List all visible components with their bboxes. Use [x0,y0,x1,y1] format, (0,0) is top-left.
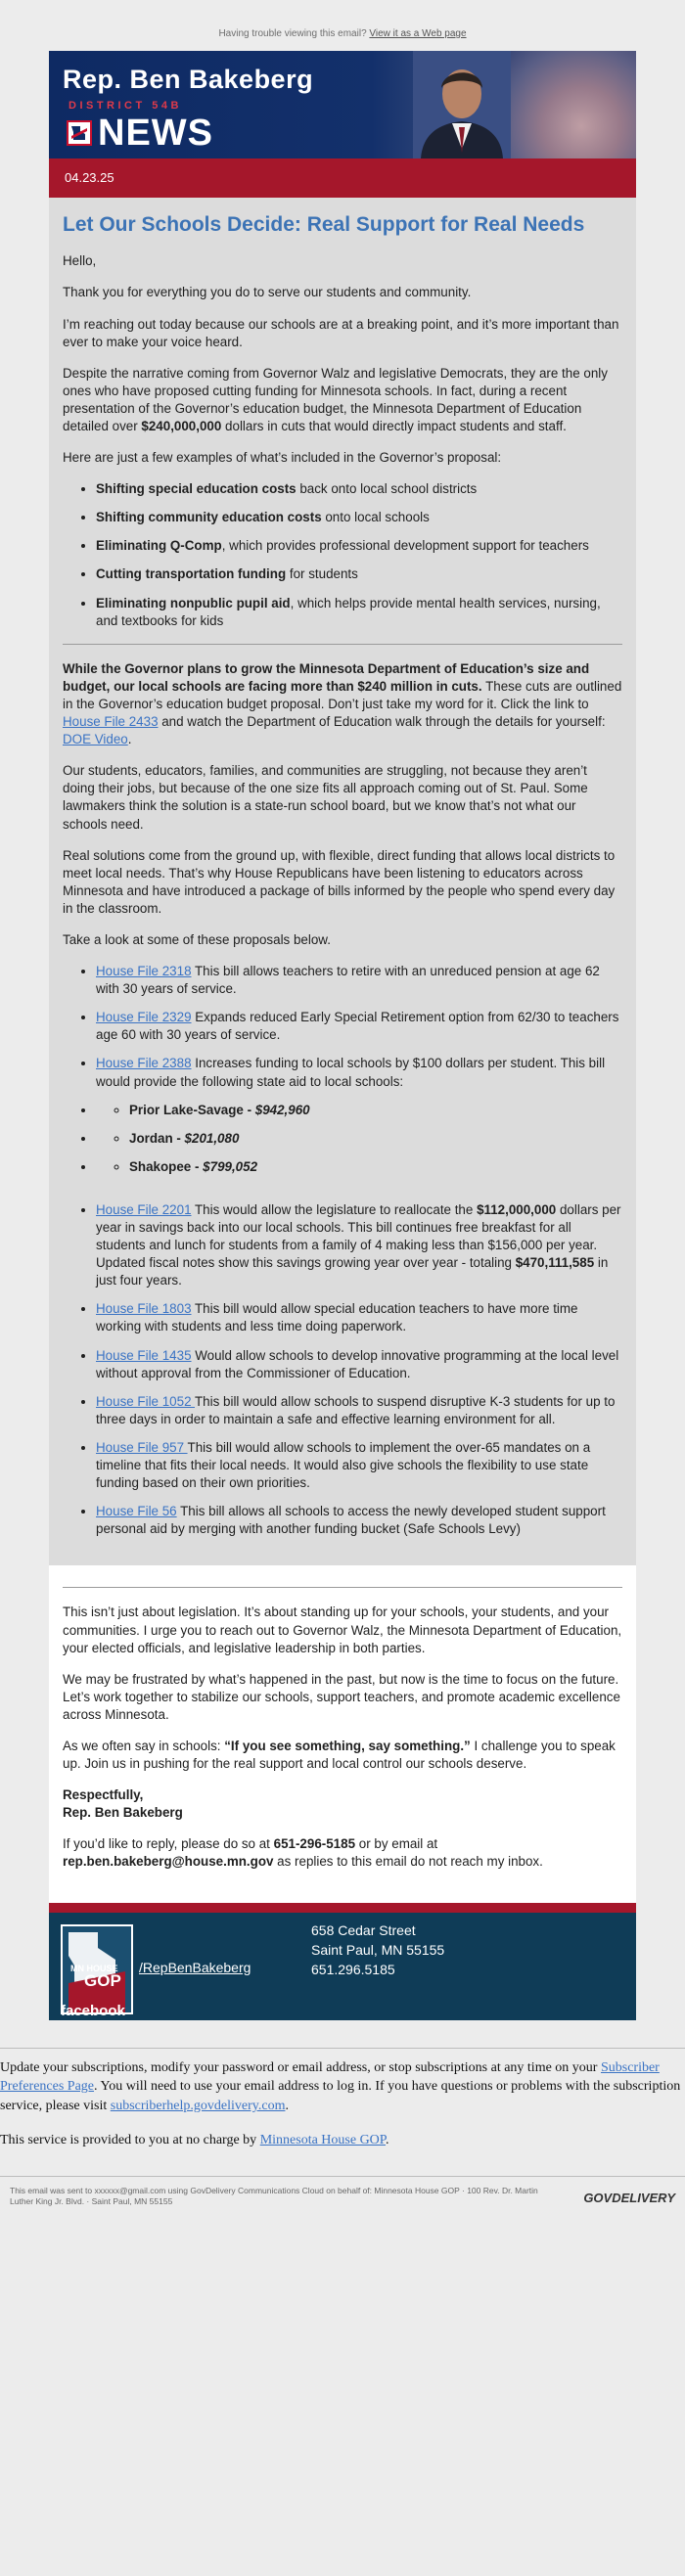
minnesota-house-logo-icon [67,120,92,146]
list-item [96,509,622,526]
aid-sublist [96,1158,622,1176]
subscriber-preferences-link[interactable]: Subscriber Preferences Page [0,2059,660,2095]
aid-sublist [96,1102,622,1119]
fine-print: This email was sent to xxxxxx@gmail.com using GovDelivery Communications Cloud on behalf of: Minnesota House GOP · 100 Rev. Dr. Martin Luther King Jr. Blvd. · Saint Paul, MN 55155 [10,2185,538,2206]
list-item-text: back onto local school districts [296,481,478,497]
bill-description: This bill would allow schools to implement the over-65 mandates on a timeline that fits their local needs. It would also give schools the flexibility to use state funding based on their own priorities. [96,1439,591,1491]
bill-item [96,1055,622,1090]
aid-bullet [96,1130,622,1148]
text-run: dollars in cuts that would directly impact students and staff. [221,419,567,433]
governor-bold-text: While the Governor plans to grow the Minnesota Department of Education’s size and budget, our local schools are facing more than $240 million in cuts. [63,660,590,694]
subscription-paragraph [0,2058,685,2116]
bill-description: This bill allows teachers to retire with an unreduced pension at age 62 with 30 years of service. [96,964,600,997]
text-run: This would allow the legislature to reallocate the [191,1201,478,1217]
fine-print-bar [0,2177,685,2207]
reply-paragraph [63,1835,622,1871]
text-run: as replies to this email do not reach my inbox. [273,1854,543,1870]
aid-bullet [96,1102,622,1119]
bill-description: Increases funding to local schools by $100 dollars per student. This bill would provide the following state aid to local schools: [96,1056,606,1089]
bill-item [96,1009,622,1044]
intro-paragraph-1: Thank you for everything you do to serve our students and community. [63,285,472,300]
text-run: and watch the Department of Education walk through the details for yourself: [158,714,606,730]
closing-paragraph-2: We may be frustrated by what’s happened in the past, but now is the time to focus on the future. Let’s work together to stabilize our schools, support teachers, and promote academic excellence across Minnesota. [63,1671,620,1722]
bill-description: This bill would allow special education teachers to have more time working with students and less time doing paperwork. [96,1301,578,1334]
gop-logo-top: MN HOUSE [70,1963,118,1973]
text-run: I challenge you to speak up. Join us in pushing for the real support and local control our schools deserve. [63,1738,616,1772]
divider [63,644,622,645]
list-item-text: onto local schools [321,510,430,525]
house-file-1052-link[interactable]: House File 1052 [96,1393,195,1409]
budget-cuts-list [63,480,622,630]
text-run: . [386,2133,389,2148]
list-item [96,565,622,583]
bill-item [96,1503,622,1538]
governor-paragraph [63,660,622,748]
web-view-link[interactable]: View it as a Web page [369,28,467,39]
signature [63,1786,622,1822]
representative-name: Rep. Ben Bakeberg [63,65,314,94]
email-card [49,51,636,2020]
bill-item [96,1201,622,1289]
list-item-bold: Eliminating Q-Comp [96,538,222,554]
aid-item [129,1130,622,1148]
gop-logo-text: GOP [84,1970,121,1990]
proposals-intro: Take a look at some of these proposals below. [63,931,331,947]
address-line-1: 658 Cedar Street [311,1921,416,1938]
slogan: “If you see something, say something.” [224,1738,471,1753]
address-phone: 651.296.5185 [311,1962,395,1978]
list-item-text: , which helps provide mental health services, nursing, and textbooks for kids [96,595,601,628]
district-label: DISTRICT 54B [68,100,182,112]
closing-section [49,1565,636,1902]
aid-amount: $942,960 [254,1102,310,1117]
bill-item [96,1347,622,1382]
divider [63,1587,622,1588]
subscription-section [0,2048,685,2177]
intro-paragraph-3 [63,365,622,435]
list-item [96,537,622,555]
bill-description: Would allow schools to develop innovative programming at the local level without approval from the Commissioner of Education. [96,1347,619,1380]
text-run: Update your subscriptions, modify your password or email address, or stop subscriptions at any time on your [0,2059,601,2075]
capitol-dome-image [499,51,636,158]
service-paragraph [0,2131,685,2150]
bill-description: This bill would allow schools to suspend disruptive K-3 students for up to three days in order to maintain a safe and effective learning environment for all. [96,1393,616,1426]
house-file-957-link[interactable]: House File 957 [96,1439,188,1455]
header-banner [49,51,636,158]
house-file-56-link[interactable]: House File 56 [96,1504,177,1519]
bill-description: This bill allows all schools to access the newly developed student support personal aid by merging with another funding bucket (Safe Schools Levy) [96,1504,606,1537]
aid-bullet [96,1158,622,1176]
text-run: . You will need to use your email address to log in. If you have questions or problems with the subscription service, please visit [0,2079,681,2113]
house-file-2329-link[interactable]: House File 2329 [96,1010,192,1025]
representative-portrait [413,51,511,158]
news-wordmark: NEWS [98,113,213,154]
text-run: Despite the narrative coming from Governor Walz and legislative Democrats, they are the only ones who have proposed cutting funding for Minnesota schools. In fact, during a recent presentation of the Governor’s education budget, the Minnesota Department of Education detailed over [63,365,608,433]
list-item-bold: Shifting community education costs [96,510,322,525]
text-run: dollars per year in savings back into our local schools. This bill continues free breakfast for all students and lunch for students from a family of 4 making less than $156,000 per year. Updated fiscal notes show this savings growing year over year - totaling [96,1201,621,1271]
list-item-text: for students [286,566,358,582]
text-run: or by email at [355,1836,438,1852]
closing-paragraph-3 [63,1738,622,1773]
aid-amount: $799,052 [203,1158,258,1174]
mn-house-gop-logo[interactable] [61,1924,133,2014]
subscriber-help-link[interactable]: subscriberhelp.govdelivery.com [110,2098,286,2113]
text-run: If you’d like to reply, please do so at [63,1836,274,1852]
aid-item [129,1158,622,1176]
minnesota-house-gop-link[interactable]: Minnesota House GOP [259,2133,387,2148]
house-file-2318-link[interactable]: House File 2318 [96,964,192,979]
bills-list [63,963,622,1538]
facebook-handle-link[interactable]: /RepBenBakeberg [139,1959,251,1975]
intro-paragraph-2: I’m reaching out today because our schools are at a breaking point, and it’s more important than ever to make your voice heard. [63,316,619,349]
facebook-logo[interactable]: facebook [61,2002,125,2019]
aid-item [129,1102,622,1119]
greeting: Hello, [63,253,97,269]
preheader-text: Having trouble viewing this email? [218,28,367,39]
list-item-bold: Eliminating nonpublic pupil aid [96,595,291,610]
text-run: . [127,732,132,747]
text-run: . [285,2098,289,2113]
struggling-paragraph: Our students, educators, families, and communities are struggling, not because they aren’t doing their jobs, but because of the one size fits all approach coming out of St. Paul. Some lawmakers think the solution is a state-run school board, but we know that’s not what our schools need. [63,763,588,832]
office-phone: 651-296-5185 [273,1836,356,1852]
text-run: in just four years. [96,1255,609,1288]
house-file-2433-link[interactable]: House File 2433 [63,714,159,730]
footer-bar [49,1903,636,2020]
list-item-text: , which provides professional development support for teachers [221,538,589,554]
office-email: rep.ben.bakeberg@house.mn.gov [63,1854,274,1870]
house-file-2388-link[interactable]: House File 2388 [96,1056,192,1071]
newsletter-headline: Let Our Schools Decide: Real Support for Real Needs [63,213,585,236]
text-run: These cuts are outlined in the Governor’s education budget proposal. Don’t just take my word for it. Click the link to [63,678,622,711]
text-run: As we often say in schools: [63,1738,225,1753]
savings-total: $470,111,585 [515,1255,595,1271]
list-item [96,480,622,498]
issue-date: 04.23.25 [49,158,636,198]
bill-item [96,1439,622,1492]
list-item-bold: Cutting transportation funding [96,566,287,582]
bill-item [96,963,622,998]
closing-paragraph-1: This isn’t just about legislation. It’s about standing up for your schools, your students, and your communities. I urge you to reach out to Governor Walz, the Minnesota Department of Education, your elected officials, and legislative leadership in both parties. [63,1604,622,1655]
house-file-1435-link[interactable]: House File 1435 [96,1347,192,1363]
doe-video-link[interactable]: DOE Video [63,732,128,747]
aid-city: Jordan - [129,1130,185,1146]
govdelivery-logo[interactable]: GOVDELIVERY [583,2190,675,2205]
signoff: Respectfully, [63,1787,144,1803]
text-run: This service is provided to you at no charge by [0,2133,260,2148]
aid-sublist [96,1130,622,1148]
bill-item [96,1300,622,1335]
main-section [49,198,636,1565]
cuts-amount: $240,000,000 [141,419,222,433]
house-file-1803-link[interactable]: House File 1803 [96,1301,192,1317]
intro-paragraph-4: Here are just a few examples of what’s included in the Governor’s proposal: [63,450,502,466]
list-item-bold: Shifting special education costs [96,481,297,497]
bill-item [96,1393,622,1428]
preheader [0,0,685,51]
list-item [96,595,622,630]
aid-city: Shakopee - [129,1158,204,1174]
signature-name: Rep. Ben Bakeberg [63,1805,183,1821]
solutions-paragraph: Real solutions come from the ground up, with flexible, direct funding that allows local districts to meet local needs. That’s why House Republicans have been listening to educators across Minnesota and have introduced a package of bills informed by the people who spend every day in the classroom. [63,847,616,916]
aid-city: Prior Lake-Savage - [129,1102,255,1117]
address-line-2: Saint Paul, MN 55155 [311,1941,445,1958]
bill-description: Expands reduced Early Special Retirement option from 62/30 to teachers age 60 with 30 years of service. [96,1010,619,1043]
house-file-2201-link[interactable]: House File 2201 [96,1201,192,1217]
aid-amount: $201,080 [184,1130,240,1146]
savings-amount: $112,000,000 [477,1201,557,1217]
office-address [311,1921,444,1980]
divider [0,2048,685,2049]
